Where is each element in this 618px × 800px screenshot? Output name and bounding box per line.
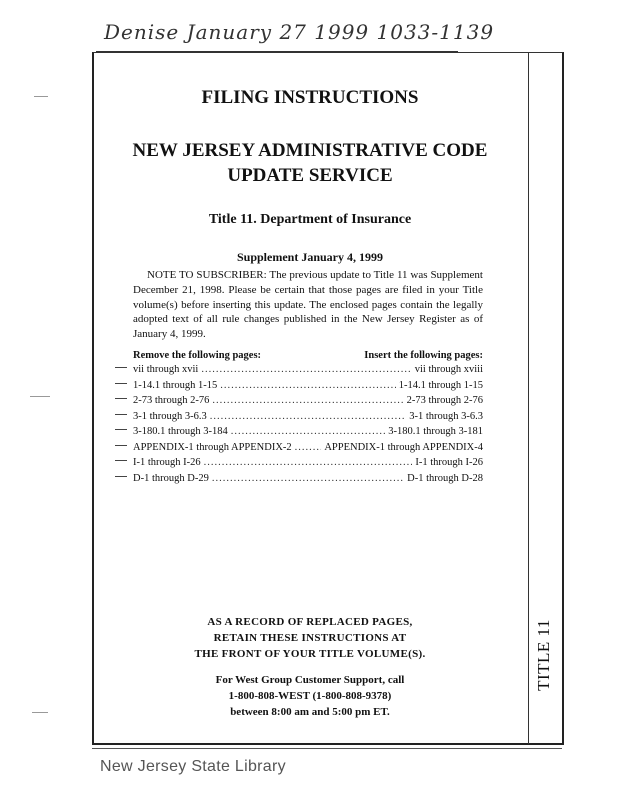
scan-speck [34,96,48,97]
insert-pages: 3-1 through 3-6.3 [409,410,483,422]
record-notice-line1: AS A RECORD OF REPLACED PAGES, [207,616,413,628]
remove-pages: vii through xvii [133,364,199,375]
table-row [133,457,483,473]
remove-pages: 3-180.1 through 3-184 [133,426,228,437]
check-mark [115,398,127,399]
insert-header: Insert the following pages: [364,350,483,361]
code-title [92,138,528,188]
check-mark [115,460,127,461]
code-title-line1: NEW JERSEY ADMINISTRATIVE CODE [132,140,488,161]
remove-pages: D-1 through D-29 [133,472,209,484]
leader-dots [220,380,395,391]
check-mark [115,429,127,430]
handwritten-note-text: Denise January 27 1999 1033-1139 [104,20,495,44]
insert-pages: I-1 through I-26 [415,457,483,468]
page-frame-bottom-rule [92,748,562,749]
check-mark [115,445,127,446]
table-row [133,426,483,442]
supplement-date: Supplement January 4, 1999 [236,250,384,264]
remove-pages: 2-73 through 2-76 [133,395,210,406]
record-notice [92,614,528,662]
insert-pages: 3-180.1 through 3-181 [388,426,483,437]
check-mark [115,414,127,415]
leader-dots [210,411,406,422]
title-heading: Title 11. Department of Insurance [208,212,412,227]
support-line1: For West Group Customer Support, call [215,674,405,686]
customer-support [92,672,528,720]
insert-pages: vii through xviii [414,364,483,375]
support-hours: between 8:00 am and 5:00 pm ET. [230,706,390,718]
insert-pages: APPENDIX-1 through APPENDIX-4 [324,441,483,453]
remove-pages: APPENDIX-1 through APPENDIX-2 [133,441,292,453]
check-mark [115,476,127,477]
insert-pages: 1-14.1 through 1-15 [398,379,483,391]
leader-dots [212,473,404,484]
check-mark [115,367,127,368]
handwritten-note [104,20,495,54]
table-row [133,442,483,458]
leader-dots [204,457,413,468]
code-title-line2: UPDATE SERVICE [227,165,393,186]
title-tab-label: TITLE 11 [534,619,554,691]
table-row [133,380,483,396]
remove-pages: 1-14.1 through 1-15 [133,379,218,391]
insert-pages: 2-73 through 2-76 [406,395,483,406]
record-notice-line3: THE FRONT OF YOUR TITLE VOLUME(S). [194,648,426,660]
subscriber-note: NOTE TO SUBSCRIBER: The previous update to Title 11 was Supplement December 21, 1998. Please be certain that those pages are filed in your Title volume(s) before inserting this update. The enclosed pages contain the legally adopted text of all rule changes published in the New Jersey Register as of January 4, 1999. [133,269,483,341]
remove-pages: I-1 through I-26 [133,457,201,468]
record-notice-line2: RETAIN THESE INSTRUCTIONS AT [213,632,407,644]
leader-dots [212,395,403,406]
page-replacement-table [133,364,483,488]
page-heading: FILING INSTRUCTIONS [201,87,419,108]
table-row [133,395,483,411]
scan-speck [30,396,50,397]
remove-header: Remove the following pages: [133,350,262,361]
table-row [133,411,483,427]
leader-dots [295,442,322,453]
table-row [133,473,483,489]
leader-dots [231,426,385,437]
insert-pages: D-1 through D-28 [407,472,483,484]
check-mark [115,383,127,384]
library-stamp: New Jersey State Library [100,758,286,775]
leader-dots [201,364,411,375]
scan-speck [32,712,48,713]
support-phone: 1-800-808-WEST (1-800-808-9378) [228,690,392,702]
remove-pages: 3-1 through 3-6.3 [133,410,207,422]
table-row [133,364,483,380]
title-tab [528,600,560,710]
